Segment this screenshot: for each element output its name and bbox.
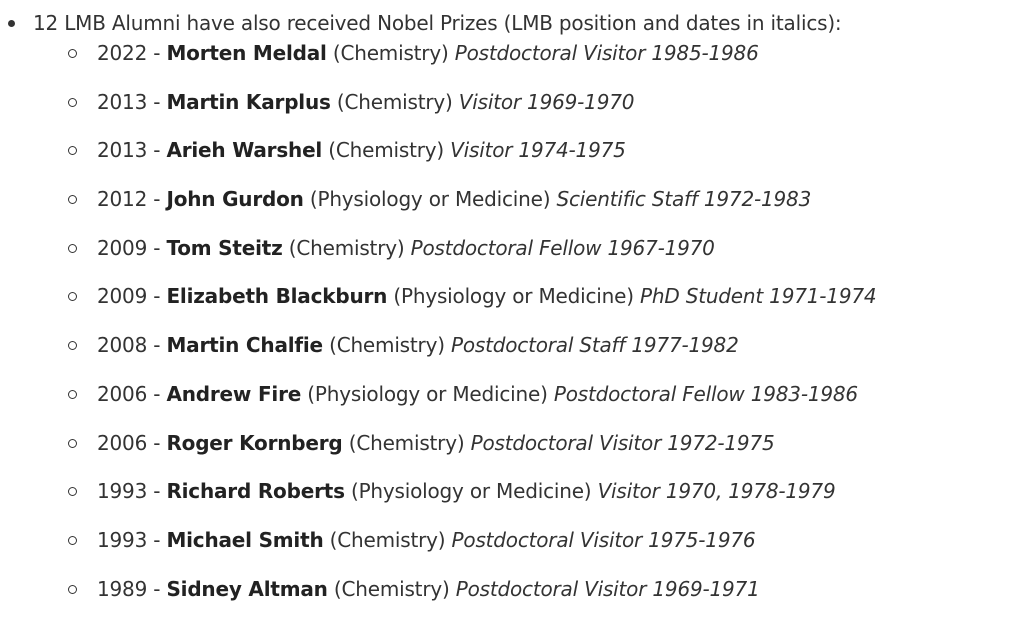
lmb-position: Scientific Staff 1972-1983: [556, 187, 812, 212]
lmb-position: Postdoctoral Fellow 1983-1986: [553, 381, 858, 406]
alumni-list-item: [0, 576, 1024, 629]
alumni-entry: 2012 - John Gurdon (Physiology or Medicine) Scientific Staff 1972-1983: [97, 187, 812, 212]
award-year: 2008: [97, 333, 148, 358]
hollow-bullet-icon: [68, 195, 77, 204]
award-year: 2022: [97, 41, 148, 65]
intro-text: 12 LMB Alumni have also received Nobel Prizes (LMB position and dates in italics):: [33, 11, 842, 35]
prize-field: (Physiology or Medicine): [307, 381, 548, 406]
hollow-bullet-icon: [68, 98, 77, 107]
alumni-entry: 2013 - Arieh Warshel (Chemistry) Visitor 1974-1975: [97, 138, 626, 163]
laureate-name: Morten Meldal: [166, 41, 327, 65]
award-year: 2013: [97, 138, 148, 163]
award-year: 2006: [97, 430, 148, 455]
award-year: 2009: [97, 284, 148, 309]
laureate-name: Tom Steitz: [166, 235, 283, 260]
prize-field: (Chemistry): [328, 138, 444, 163]
prize-field: (Physiology or Medicine): [393, 284, 634, 309]
laureate-name: Martin Chalfie: [166, 333, 323, 358]
hollow-bullet-icon: [68, 292, 77, 301]
laureate-name: Andrew Fire: [166, 381, 302, 406]
lmb-position: Visitor 1974-1975: [450, 138, 626, 163]
award-year: 1993: [97, 479, 148, 504]
prize-field: (Chemistry): [348, 430, 465, 455]
hollow-bullet-icon: [68, 585, 77, 594]
alumni-entry: 2022 - Morten Meldal (Chemistry) Postdoctoral Visitor 1985-1986: [97, 41, 759, 65]
alumni-entry: 1989 - Sidney Altman (Chemistry) Postdoctoral Visitor 1969-1971: [97, 576, 760, 601]
hollow-bullet-icon: [68, 146, 77, 155]
award-year: 2013: [97, 89, 148, 114]
laureate-name: Roger Kornberg: [166, 430, 343, 455]
alumni-sublist: [0, 41, 1024, 629]
lmb-position: Visitor 1970, 1978-1979: [597, 479, 836, 504]
hollow-bullet-icon: [68, 244, 77, 253]
prize-field: (Chemistry): [333, 576, 450, 601]
laureate-name: John Gurdon: [166, 187, 304, 212]
lmb-position: Visitor 1969-1970: [458, 89, 635, 114]
prize-field: (Chemistry): [329, 333, 445, 358]
prize-field: (Chemistry): [336, 89, 453, 114]
laureate-name: Arieh Warshel: [166, 138, 323, 163]
alumni-entry: 2013 - Martin Karplus (Chemistry) Visitor 1969-1970: [97, 89, 635, 114]
award-year: 2006: [97, 381, 148, 406]
alumni-entry: 2006 - Roger Kornberg (Chemistry) Postdoctoral Visitor 1972-1975: [97, 430, 775, 455]
prize-field: (Chemistry): [288, 235, 405, 260]
lmb-position: Postdoctoral Fellow 1967-1970: [410, 235, 715, 260]
lmb-position: Postdoctoral Staff 1977-1982: [450, 333, 739, 358]
filled-bullet-icon: [8, 20, 15, 27]
prize-field: (Physiology or Medicine): [350, 479, 592, 504]
laureate-name: Richard Roberts: [166, 479, 345, 504]
lmb-position: Postdoctoral Visitor 1985-1986: [454, 41, 759, 65]
alumni-entry: 1993 - Michael Smith (Chemistry) Postdoctoral Visitor 1975-1976: [97, 527, 756, 552]
lmb-position: PhD Student 1971-1974: [640, 284, 877, 309]
laureate-name: Martin Karplus: [166, 89, 331, 114]
hollow-bullet-icon: [68, 536, 77, 545]
laureate-name: Elizabeth Blackburn: [166, 284, 388, 309]
alumni-entry: 1993 - Richard Roberts (Physiology or Medicine) Visitor 1970, 1978-1979: [97, 479, 836, 504]
prize-field: (Chemistry): [329, 527, 446, 552]
hollow-bullet-icon: [68, 49, 77, 58]
hollow-bullet-icon: [68, 439, 77, 448]
alumni-entry: 2009 - Elizabeth Blackburn (Physiology or Medicine) PhD Student 1971-1974: [97, 284, 877, 309]
laureate-name: Michael Smith: [166, 527, 324, 552]
award-year: 1989: [97, 576, 148, 601]
prize-field: (Chemistry): [332, 41, 449, 65]
lmb-position: Postdoctoral Visitor 1972-1975: [470, 430, 775, 455]
alumni-entry: 2006 - Andrew Fire (Physiology or Medicine) Postdoctoral Fellow 1983-1986: [97, 381, 858, 406]
prize-field: (Physiology or Medicine): [309, 187, 551, 212]
laureate-name: Sidney Altman: [166, 576, 328, 601]
alumni-entry: 2008 - Martin Chalfie (Chemistry) Postdoctoral Staff 1977-1982: [97, 333, 739, 358]
alumni-entry: 2009 - Tom Steitz (Chemistry) Postdoctoral Fellow 1967-1970: [97, 235, 715, 260]
hollow-bullet-icon: [68, 487, 77, 496]
hollow-bullet-icon: [68, 390, 77, 399]
lmb-position: Postdoctoral Visitor 1975-1976: [451, 527, 756, 552]
hollow-bullet-icon: [68, 341, 77, 350]
award-year: 2009: [97, 235, 148, 260]
award-year: 2012: [97, 187, 148, 212]
lmb-position: Postdoctoral Visitor 1969-1971: [455, 576, 760, 601]
award-year: 1993: [97, 527, 148, 552]
